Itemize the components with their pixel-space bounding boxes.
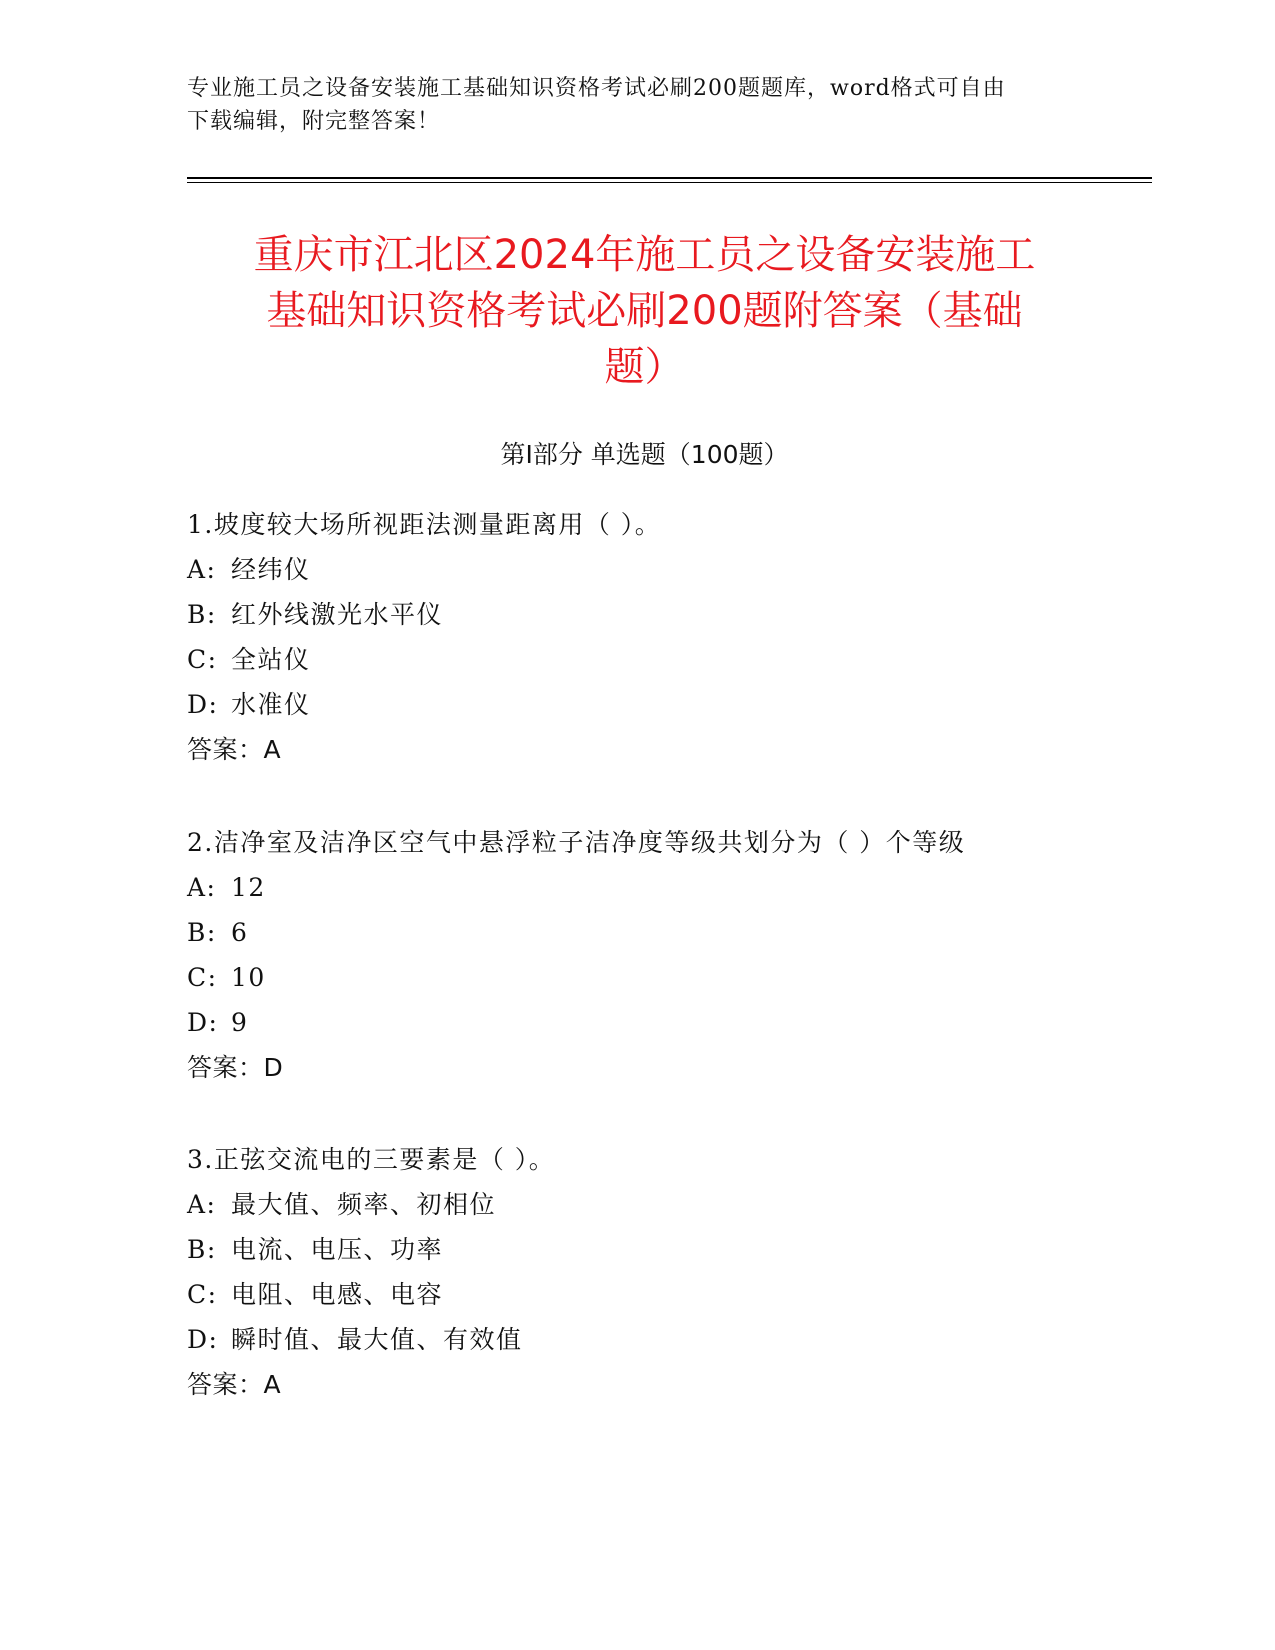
- answer-line: 答案：A: [187, 735, 282, 764]
- option-text: 电阻、电感、电容: [231, 1280, 444, 1309]
- option-d: [187, 1000, 1087, 1045]
- option-text: 电流、电压、功率: [231, 1235, 444, 1264]
- option-key: A:: [187, 1190, 217, 1219]
- question-stem: 1.坡度较大场所视距法测量距离用（ ）。: [187, 510, 662, 539]
- answer-line: 答案：A: [187, 1370, 282, 1399]
- question-2: [187, 820, 1087, 1090]
- option-d: [187, 1317, 1087, 1362]
- document-title: [187, 227, 1102, 395]
- option-text: 水准仪: [231, 690, 311, 719]
- header-divider-thick: [187, 177, 1152, 179]
- option-text: 瞬时值、最大值、有效值: [231, 1325, 523, 1354]
- option-key: B:: [187, 600, 217, 629]
- question-stem: 2.洁净室及洁净区空气中悬浮粒子洁净度等级共划分为（ ）个等级: [187, 828, 966, 857]
- question-1: [187, 502, 1087, 772]
- option-c: [187, 1272, 1087, 1317]
- option-c: [187, 955, 1087, 1000]
- option-key: A:: [187, 555, 217, 584]
- option-d: [187, 682, 1087, 727]
- section-title: 第Ⅰ部分 单选题（100题）: [500, 440, 789, 469]
- header-note: [187, 72, 1087, 138]
- option-text: 经纬仪: [231, 555, 311, 584]
- option-text: 红外线激光水平仪: [231, 600, 444, 629]
- answer-line: 答案：D: [187, 1053, 284, 1082]
- option-b: [187, 910, 1087, 955]
- option-a: [187, 1182, 1087, 1227]
- option-a: [187, 865, 1087, 910]
- question-3: [187, 1137, 1087, 1407]
- option-text: 全站仪: [231, 645, 311, 674]
- option-key: C:: [187, 645, 218, 674]
- option-text: 最大值、频率、初相位: [231, 1190, 497, 1219]
- document-title-line-2: 基础知识资格考试必刷200题附答案（基础: [266, 288, 1023, 334]
- option-key: D:: [187, 1008, 219, 1037]
- document-title-line-1: 重庆市江北区2024年施工员之设备安装施工: [253, 232, 1036, 278]
- option-text: 12: [231, 873, 266, 902]
- option-b: [187, 592, 1087, 637]
- option-key: D:: [187, 1325, 219, 1354]
- question-stem: 3.正弦交流电的三要素是（ ）。: [187, 1145, 556, 1174]
- option-text: 9: [231, 1008, 249, 1037]
- document-title-line-3: 题）: [604, 344, 685, 390]
- option-a: [187, 547, 1087, 592]
- option-key: D:: [187, 690, 219, 719]
- option-c: [187, 637, 1087, 682]
- header-divider-thin: [187, 182, 1152, 183]
- option-key: C:: [187, 963, 218, 992]
- option-key: B:: [187, 1235, 217, 1264]
- header-note-line-1: 专业施工员之设备安装施工基础知识资格考试必刷200题题库，word格式可自由: [187, 76, 1006, 101]
- header-note-line-2: 下载编辑，附完整答案！: [187, 109, 441, 134]
- option-b: [187, 1227, 1087, 1272]
- option-text: 6: [231, 918, 249, 947]
- option-key: C:: [187, 1280, 218, 1309]
- option-key: A:: [187, 873, 217, 902]
- option-key: B:: [187, 918, 217, 947]
- option-text: 10: [231, 963, 266, 992]
